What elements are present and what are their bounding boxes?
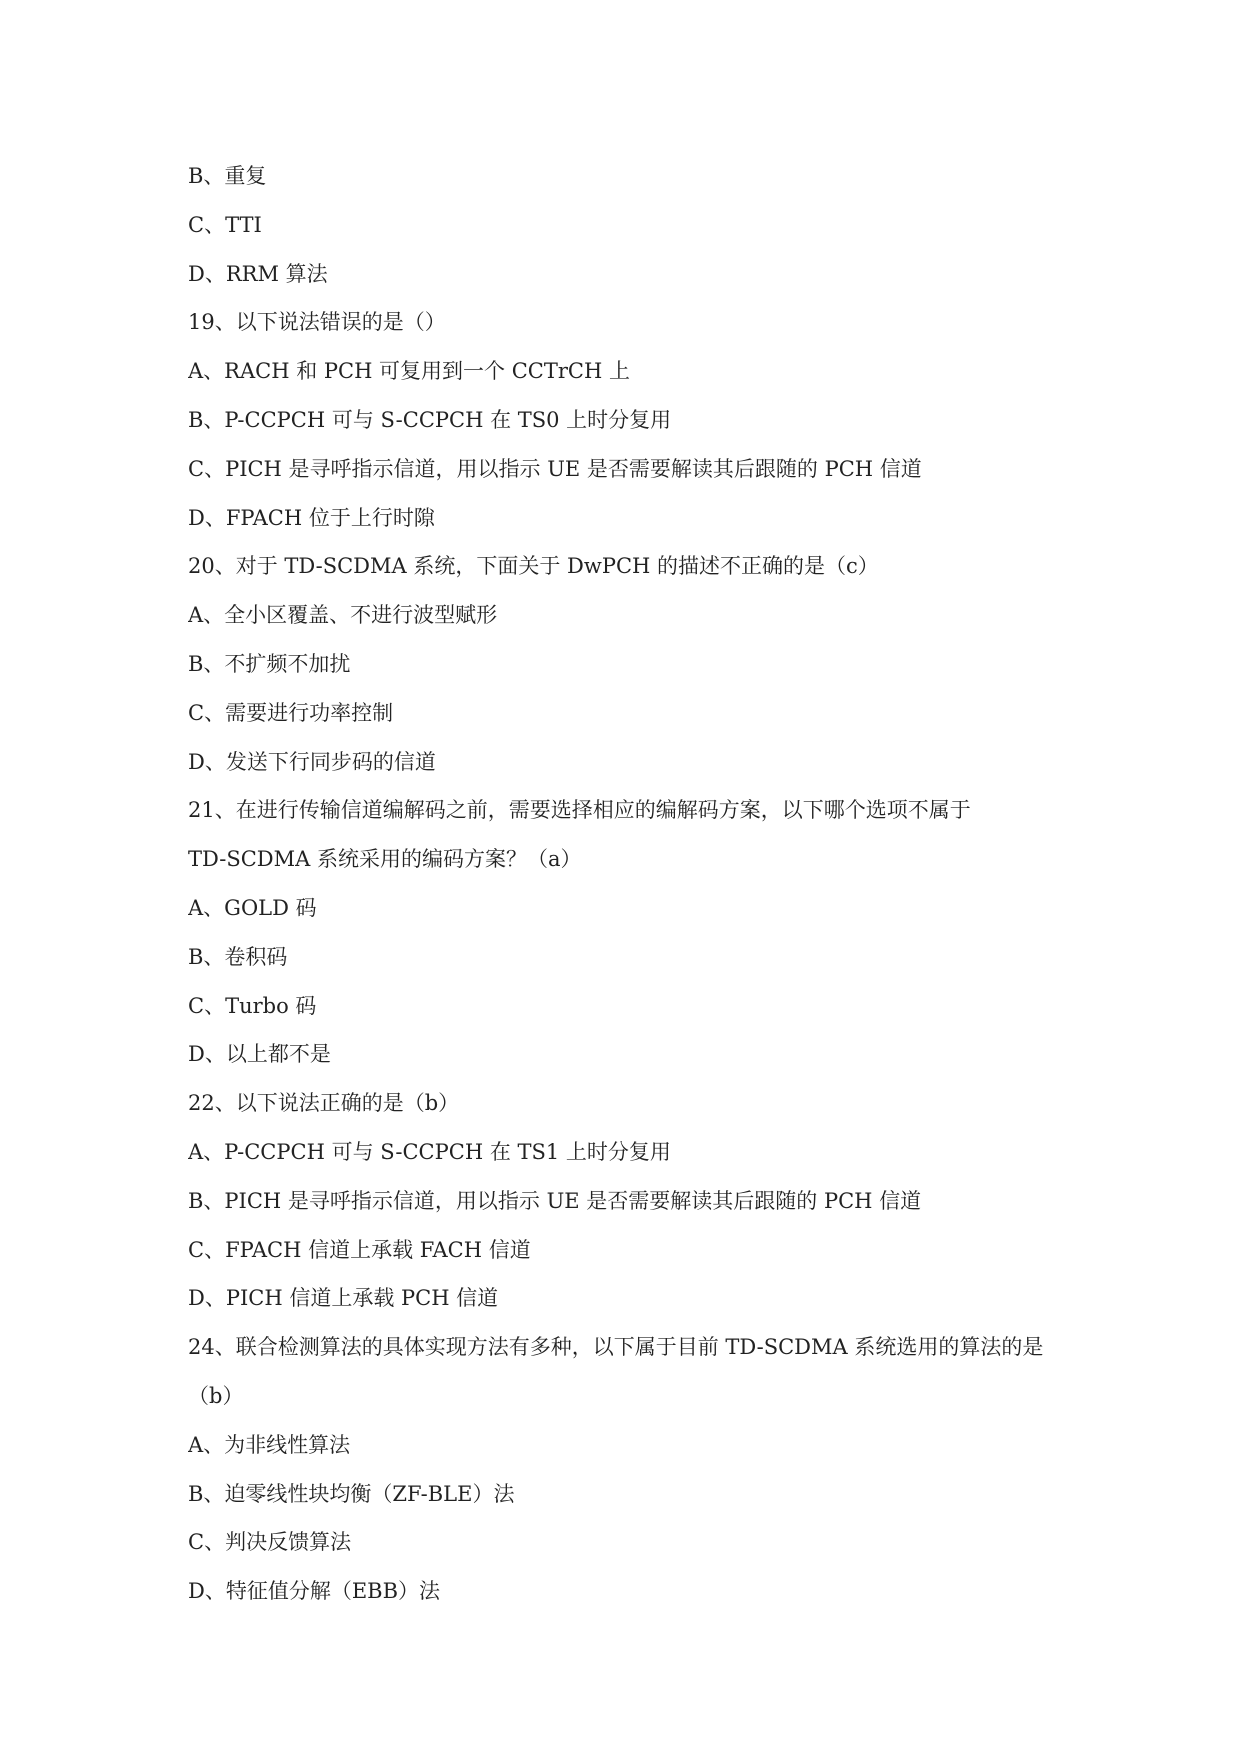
option-line: B、卷积码 xyxy=(188,944,288,969)
option-line: C、TTI xyxy=(188,212,262,237)
option-line: A、全小区覆盖、不进行波型赋形 xyxy=(188,603,498,628)
option-line: A、GOLD 码 xyxy=(188,895,317,920)
option-line: C、Turbo 码 xyxy=(188,993,317,1018)
option-line: A、P-CCPCH 可与 S-CCPCH 在 TS1 上时分复用 xyxy=(188,1139,671,1164)
option-line: B、P-CCPCH 可与 S-CCPCH 在 TS0 上时分复用 xyxy=(188,407,672,432)
question-line-continued: （b） xyxy=(188,1383,244,1408)
option-line: C、PICH 是寻呼指示信道，用以指示 UE 是否需要解读其后跟随的 PCH 信道 xyxy=(188,456,922,481)
question-list xyxy=(188,152,1068,1616)
option-line: A、为非线性算法 xyxy=(188,1432,351,1457)
question-line: 20、对于 TD-SCDMA 系统，下面关于 DwPCH 的描述不正确的是（c） xyxy=(188,554,879,579)
option-line: C、需要进行功率控制 xyxy=(188,700,394,725)
option-line: D、RRM 算法 xyxy=(188,261,328,286)
option-line: C、FPACH 信道上承载 FACH 信道 xyxy=(188,1237,531,1262)
question-line-continued: TD-SCDMA 系统采用的编码方案？（a） xyxy=(188,847,582,872)
question-line: 21、在进行传输信道编解码之前，需要选择相应的编解码方案，以下哪个选项不属于 xyxy=(188,798,971,823)
option-line: D、以上都不是 xyxy=(188,1042,331,1067)
option-line: D、FPACH 位于上行时隙 xyxy=(188,505,435,530)
question-line: 24、联合检测算法的具体实现方法有多种，以下属于目前 TD-SCDMA 系统选用的算法的是 xyxy=(188,1335,1044,1360)
option-line: B、迫零线性块均衡（ZF-BLE）法 xyxy=(188,1481,515,1506)
question-line: 22、以下说法正确的是（b） xyxy=(188,1091,460,1116)
option-line: D、发送下行同步码的信道 xyxy=(188,749,436,774)
option-line: D、PICH 信道上承载 PCH 信道 xyxy=(188,1286,499,1311)
question-line: 19、以下说法错误的是（） xyxy=(188,310,446,335)
option-line: A、RACH 和 PCH 可复用到一个 CCTrCH 上 xyxy=(188,359,630,384)
option-line: C、判决反馈算法 xyxy=(188,1530,352,1555)
option-line: B、PICH 是寻呼指示信道，用以指示 UE 是否需要解读其后跟随的 PCH 信道 xyxy=(188,1188,922,1213)
option-line: D、特征值分解（EBB）法 xyxy=(188,1579,441,1604)
option-line: B、重复 xyxy=(188,164,267,188)
option-line: B、不扩频不加扰 xyxy=(188,651,351,676)
